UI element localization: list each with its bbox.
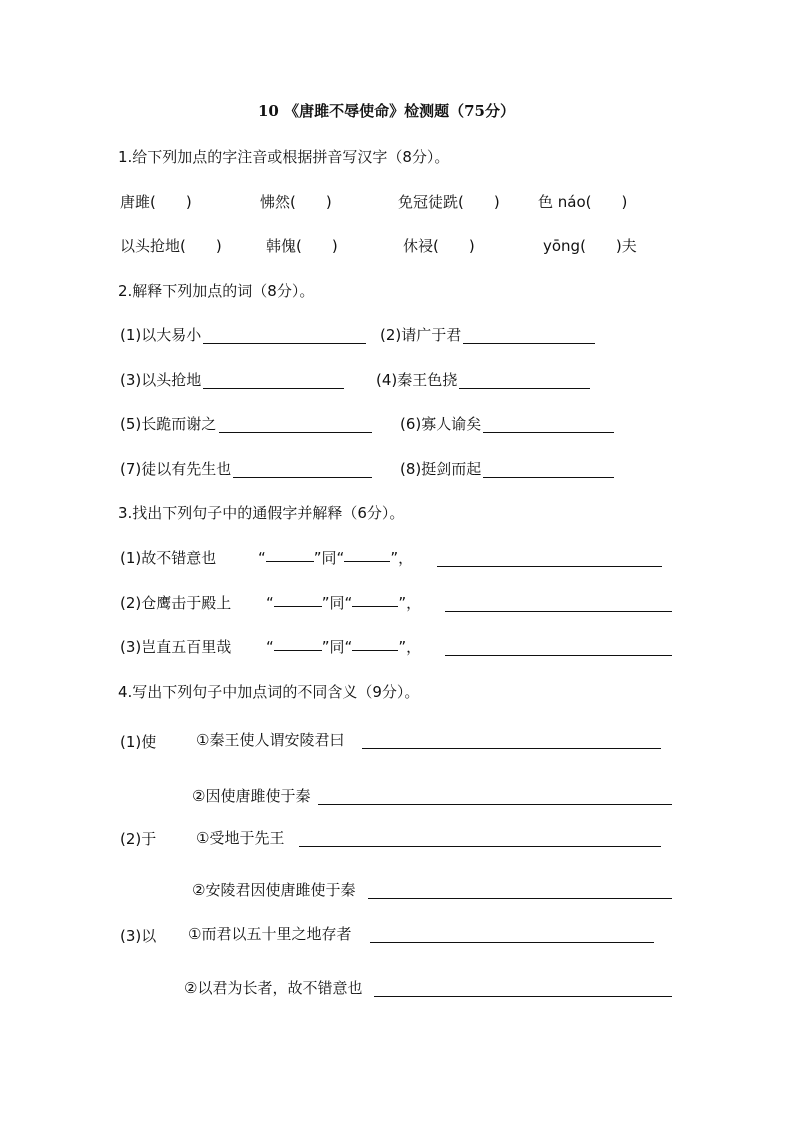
blank[interactable] [352,605,398,607]
q4-label: (2)于 [120,830,157,848]
q3-heading: 3.找出下列句子中的通假字并解释（6分）。 [118,504,405,522]
q4-heading: 4.写出下列句子中加点词的不同含义（9分）。 [118,683,420,701]
q4-sentence-1: ①而君以五十里之地存者 [188,925,352,943]
q1-item: 休祲( ) [403,237,475,255]
answer-line[interactable] [445,611,672,612]
blank[interactable] [274,605,322,607]
answer-line[interactable] [463,343,595,344]
open-quote: “ [258,549,266,567]
open-quote: “ [266,594,274,612]
q3-fill-row [258,548,413,568]
q2-item: (5)长跪而谢之 [120,415,217,433]
q1-item: 唐雎( ) [120,193,192,211]
circled-two-marker: ② [184,979,198,997]
answer-line[interactable] [299,846,661,847]
circled-one-marker: ① [196,829,210,847]
q1-heading: 1.给下列加点的字注音或根据拼音写汉字（8分）。 [118,148,450,166]
answer-line[interactable] [445,655,672,656]
blank[interactable] [352,649,398,651]
answer-line[interactable] [203,343,366,344]
circled-two-marker: ② [192,787,206,805]
answer-line[interactable] [483,477,614,478]
same-as-text: ”同“ [313,549,345,567]
open-quote: “ [266,638,274,656]
q1-item: yōng( )夫 [543,237,637,255]
q2-item: (3)以头抢地 [120,371,202,389]
q3-fill-row [266,637,421,657]
q2-item: (8)挺剑而起 [400,460,482,478]
answer-line[interactable] [459,388,590,389]
close-quote: ”， [398,594,422,612]
answer-line[interactable] [233,477,372,478]
same-as-text: ”同“ [321,638,353,656]
q2-item: (6)寡人谕矣 [400,415,482,433]
page-title: 10 《唐雎不辱使命》检测题（75分） [258,102,515,120]
blank[interactable] [344,560,390,562]
q4-sentence-1: ①秦王使人谓安陵君曰 [196,731,345,749]
q1-item: 韩傀( ) [266,237,338,255]
q3-sentence: (3)岂直五百里哉 [120,638,232,656]
answer-line[interactable] [368,898,672,899]
q1-item: 免冠徒跣( ) [398,193,500,211]
answer-line[interactable] [370,942,654,943]
q1-item: 怫然( ) [260,193,332,211]
q3-sentence: (2)仓鹰击于殿上 [120,594,232,612]
answer-line[interactable] [203,388,344,389]
q1-item: 以头抢地( ) [120,237,222,255]
q3-sentence: (1)故不错意也 [120,549,217,567]
answer-line[interactable] [437,566,662,567]
answer-line[interactable] [318,804,672,805]
circled-one-marker: ① [196,731,210,749]
q2-item: (2)请广于君 [380,326,462,344]
circled-one-marker: ① [188,925,202,943]
same-as-text: ”同“ [321,594,353,612]
q2-heading: 2.解释下列加点的词（8分）。 [118,282,315,300]
q4-sentence-2: ②安陵君因使唐雎使于秦 [192,881,356,899]
q4-label: (3)以 [120,927,157,945]
answer-line[interactable] [219,432,372,433]
answer-line[interactable] [374,996,672,997]
answer-line[interactable] [362,748,661,749]
q4-sentence-1: ①受地于先王 [196,829,285,847]
q4-label: (1)使 [120,733,157,751]
circled-two-marker: ② [192,881,206,899]
q3-fill-row [266,593,421,613]
q4-sentence-2: ②因使唐雎使于秦 [192,787,311,805]
answer-line[interactable] [483,432,614,433]
q1-item: 色 náo( ) [538,193,628,211]
blank[interactable] [266,560,314,562]
blank[interactable] [274,649,322,651]
q2-item: (4)秦王色挠 [376,371,458,389]
q2-item: (1)以大易小 [120,326,202,344]
close-quote: ”， [390,549,414,567]
q4-sentence-2: ②以君为长者，故不错意也 [184,979,363,997]
q2-item: (7)徒以有先生也 [120,460,232,478]
close-quote: ”， [398,638,422,656]
